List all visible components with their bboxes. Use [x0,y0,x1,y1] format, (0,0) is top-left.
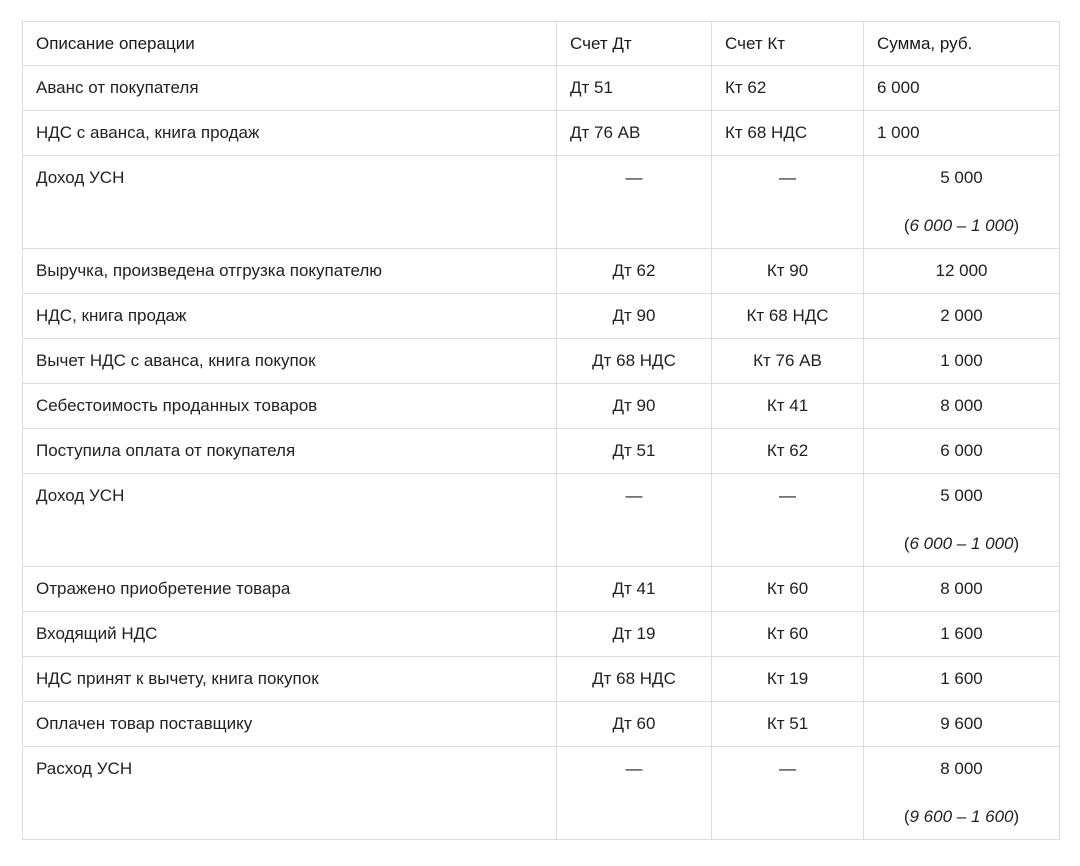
calculation-formula: 9 600 – 1 600 [909,807,1014,826]
calculation-formula: 6 000 – 1 000 [909,534,1014,553]
credit-account: Кт 62 [712,429,864,474]
credit-account: Кт 51 [712,702,864,747]
operation-description: Входящий НДС [23,612,557,657]
amount-cell [864,294,1060,339]
amount-value: 12 000 [935,261,988,280]
operation-description: Отражено приобретение товара [23,567,557,612]
amount-value: 2 000 [940,306,983,325]
credit-account: Кт 60 [712,612,864,657]
amount-value: 8 000 [940,579,983,598]
table-row [23,156,1060,249]
debit-account: Дт 19 [557,612,712,657]
table-row [23,474,1060,567]
operation-description: Выручка, произведена отгрузка покупателю [23,249,557,294]
amount-value: 6 000 [877,78,920,97]
credit-account: — [712,747,864,840]
debit-account: Дт 68 НДС [557,657,712,702]
operation-description: Доход УСН [23,156,557,249]
amount-cell [864,339,1060,384]
debit-account: Дт 68 НДС [557,339,712,384]
table-row [23,249,1060,294]
operation-description: Аванс от покупателя [23,66,557,111]
amount-value: 5 000 [940,486,983,505]
credit-account: Кт 60 [712,567,864,612]
amount-value: 1 600 [940,669,983,688]
table-row [23,339,1060,384]
credit-account: Кт 68 НДС [712,111,864,156]
debit-account: Дт 51 [557,66,712,111]
amount-cell [864,612,1060,657]
table-row [23,66,1060,111]
amount-cell [864,384,1060,429]
amount-calculation-note: (9 600 – 1 600) [903,807,1020,826]
debit-account: — [557,156,712,249]
credit-account: Кт 68 НДС [712,294,864,339]
table-row [23,657,1060,702]
amount-calculation-note: (6 000 – 1 000) [903,534,1020,553]
amount-cell [864,474,1060,567]
credit-account: Кт 90 [712,249,864,294]
operation-description: Оплачен товар поставщику [23,702,557,747]
header-debit-account: Счет Дт [557,22,712,66]
debit-account: Дт 62 [557,249,712,294]
operation-description: Расход УСН [23,747,557,840]
table-body [23,66,1060,840]
table-row [23,384,1060,429]
debit-account: Дт 60 [557,702,712,747]
table-row [23,429,1060,474]
table-row [23,747,1060,840]
operation-description: НДС, книга продаж [23,294,557,339]
debit-account: Дт 51 [557,429,712,474]
credit-account: Кт 19 [712,657,864,702]
table-row [23,612,1060,657]
credit-account: Кт 41 [712,384,864,429]
amount-cell [864,747,1060,840]
amount-cell [864,567,1060,612]
amount-value: 6 000 [940,441,983,460]
amount-value: 1 000 [877,123,920,142]
amount-value: 8 000 [940,759,983,778]
operation-description: Доход УСН [23,474,557,567]
amount-cell [864,657,1060,702]
operation-description: Вычет НДС с аванса, книга покупок [23,339,557,384]
amount-cell [864,66,1060,111]
operation-description: НДС принят к вычету, книга покупок [23,657,557,702]
table-row [23,294,1060,339]
amount-value: 5 000 [940,168,983,187]
calculation-formula: 6 000 – 1 000 [909,216,1014,235]
operation-description: НДС с аванса, книга продаж [23,111,557,156]
accounting-entries-table [22,21,1060,840]
amount-cell [864,111,1060,156]
debit-account: — [557,747,712,840]
debit-account: Дт 90 [557,294,712,339]
amount-cell [864,156,1060,249]
amount-value: 1 000 [940,351,983,370]
amount-value: 8 000 [940,396,983,415]
debit-account: Дт 76 АВ [557,111,712,156]
header-credit-account: Счет Кт [712,22,864,66]
credit-account: Кт 62 [712,66,864,111]
table-header-row [23,22,1060,66]
credit-account: — [712,474,864,567]
header-description: Описание операции [23,22,557,66]
entries-table-wrapper [22,21,1060,840]
amount-cell [864,702,1060,747]
credit-account: Кт 76 АВ [712,339,864,384]
operation-description: Поступила оплата от покупателя [23,429,557,474]
table-row [23,567,1060,612]
amount-cell [864,429,1060,474]
table-row [23,702,1060,747]
debit-account: Дт 41 [557,567,712,612]
amount-value: 9 600 [940,714,983,733]
operation-description: Себестоимость проданных товаров [23,384,557,429]
credit-account: — [712,156,864,249]
amount-calculation-note: (6 000 – 1 000) [903,216,1020,235]
amount-cell [864,249,1060,294]
debit-account: Дт 90 [557,384,712,429]
header-amount: Сумма, руб. [864,22,1060,66]
table-row [23,111,1060,156]
amount-value: 1 600 [940,624,983,643]
debit-account: — [557,474,712,567]
